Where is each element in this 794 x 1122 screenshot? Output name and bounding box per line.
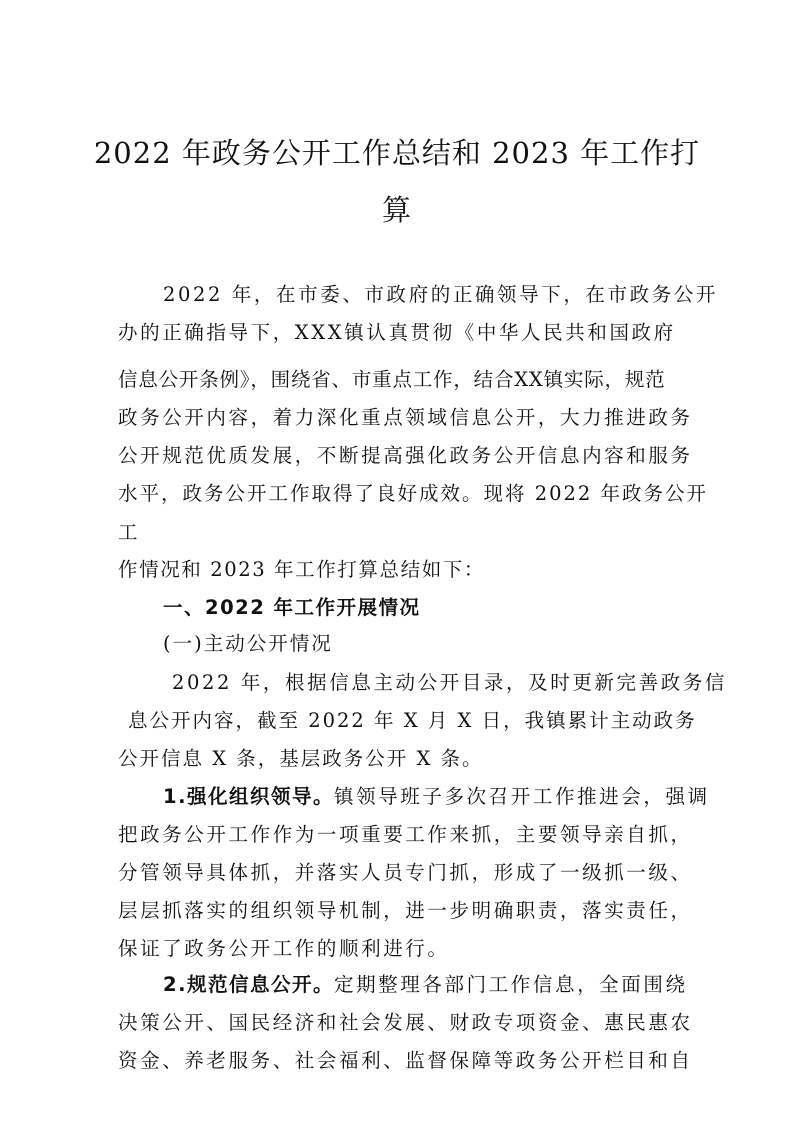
item1-line: 把政务公开工作作为一项重要工作来抓，主要领导亲自抓， (118, 823, 693, 846)
item2-line: 决策公开、国民经济和社会发展、财政专项资金、惠民惠农 (118, 1011, 693, 1034)
sub1-para-line: 息公开内容，截至 2022 年 X 月 X 日，我镇累计主动政务 (128, 709, 697, 732)
intro-line: 2022 年，在市委、市政府的正确领导下，在市政务公开 (163, 283, 719, 306)
intro-line: 政务公开内容，着力深化重点领域信息公开，大力推进政务 (118, 406, 693, 429)
item1-title: 1.强化组织领导。 (163, 785, 334, 808)
sub1-para-line: 公开信息 X 条，基层政务公开 X 条。 (118, 747, 484, 770)
intro-line: 公开规范优质发展，不断提高强化政务公开信息内容和服务 (118, 444, 693, 467)
intro-line: 工 (118, 521, 141, 544)
item1-line: 保证了政务公开工作的顺利进行。 (118, 937, 450, 960)
intro-line: 信息公开条例》，围绕省、市重点工作，结合XX镇实际，规范 (118, 368, 666, 391)
document-title-line-1: 2022 年政务公开工作总结和 2023 年工作打 (93, 136, 701, 170)
document-title-line-2: 算 (381, 193, 412, 227)
item1-line: 分管领导具体抓，并落实人员专门抓，形成了一级抓一级、 (118, 861, 693, 884)
item1-first-rest: 镇领导班子多次召开工作推进会，强调 (333, 785, 710, 808)
item2-first-line (163, 975, 688, 995)
subsection-heading: (一)主动公开情况 (163, 632, 333, 655)
intro-line: 作情况和 2023 年工作打算总结如下： (118, 558, 486, 581)
sub1-para-line: 2022 年，根据信息主动公开目录，及时更新完善政务信 (172, 671, 728, 694)
item2-line: 资金、养老服务、社会福利、监督保障等政务公开栏目和自 (118, 1049, 693, 1072)
item1-first-line (163, 787, 710, 807)
intro-line: 水平，政务公开工作取得了良好成效。现将 2022 年政务公开 (118, 482, 709, 505)
item2-title: 2.规范信息公开。 (163, 973, 334, 996)
item2-first-rest: 定期整理各部门工作信息，全面围绕 (333, 973, 688, 996)
section-heading: 一、2022 年工作开展情况 (163, 596, 421, 619)
intro-line: 办的正确指导下，XXX镇认真贯彻《中华人民共和国政府 (118, 321, 676, 344)
item1-line: 层层抓落实的组织领导机制，进一步明确职责，落实责任， (118, 899, 693, 922)
